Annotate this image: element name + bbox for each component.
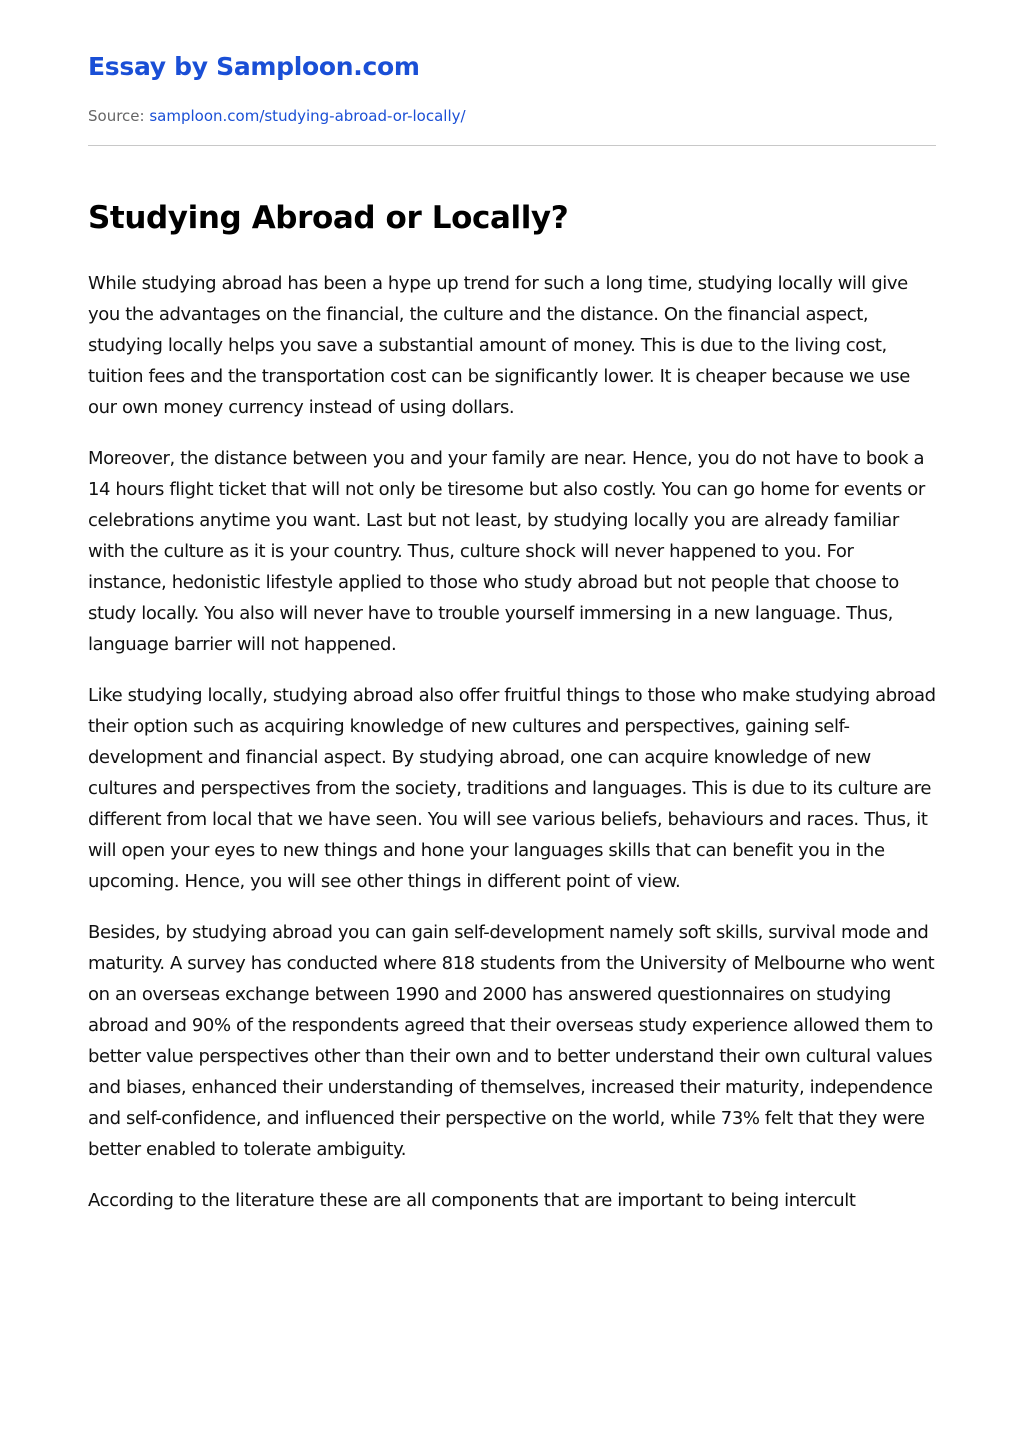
essay-body [88, 268, 936, 1236]
header-divider [88, 145, 936, 146]
site-brand: Essay by Samploon.com [88, 52, 420, 81]
source-label: Source: [88, 107, 150, 125]
essay-title: Studying Abroad or Locally? [88, 200, 569, 236]
source-link[interactable]: samploon.com/studying-abroad-or-locally/ [149, 107, 466, 125]
essay-paragraph: Moreover, the distance between you and your family are near. Hence, you do not have to book a 14 hours flight ticket that will not only be tiresome but also costly. You can go home for events or celebrations anytime you want. Last but not least, by studying locally you are already familiar with the culture as it is your country. Thus, culture shock will never happened to you. For instance, hedonistic lifestyle applied to those who study abroad but not people that choose to study locally. You also will never have to trouble yourself immersing in a new language. Thus, language barrier will not happened. [88, 448, 925, 655]
source-line [88, 107, 466, 125]
essay-paragraph-truncated: According to the literature these are all components that are important to being intercult [88, 1190, 856, 1211]
essay-paragraph: While studying abroad has been a hype up trend for such a long time, studying locally will give you the advantages on the financial, the culture and the distance. On the financial aspect, studying locally helps you save a substantial amount of money. This is due to the living cost, tuition fees and the transportation cost can be significantly lower. It is cheaper because we use our own money currency instead of using dollars. [88, 273, 910, 418]
essay-paragraph: Besides, by studying abroad you can gain self-development namely soft skills, survival mode and maturity. A survey has conducted where 818 students from the University of Melbourne who went on an overseas exchange between 1990 and 2000 has answered questionnaires on studying abroad and 90% of the respondents agreed that their overseas study experience allowed them to better value perspectives other than their own and to better understand their own cultural values and biases, enhanced their understanding of themselves, increased their maturity, independence and self-confidence, and influenced their perspective on the world, while 73% felt that they were better enabled to tolerate ambiguity. [88, 922, 935, 1160]
essay-paragraph: Like studying locally, studying abroad also offer fruitful things to those who make studying abroad their option such as acquiring knowledge of new cultures and perspectives, gaining self-development and financial aspect. By studying abroad, one can acquire knowledge of new cultures and perspectives from the society, traditions and languages. This is due to its culture are different from local that we have seen. You will see various beliefs, behaviours and races. Thus, it will open your eyes to new things and hone your languages skills that can benefit you in the upcoming. Hence, you will see other things in different point of view. [88, 685, 936, 892]
